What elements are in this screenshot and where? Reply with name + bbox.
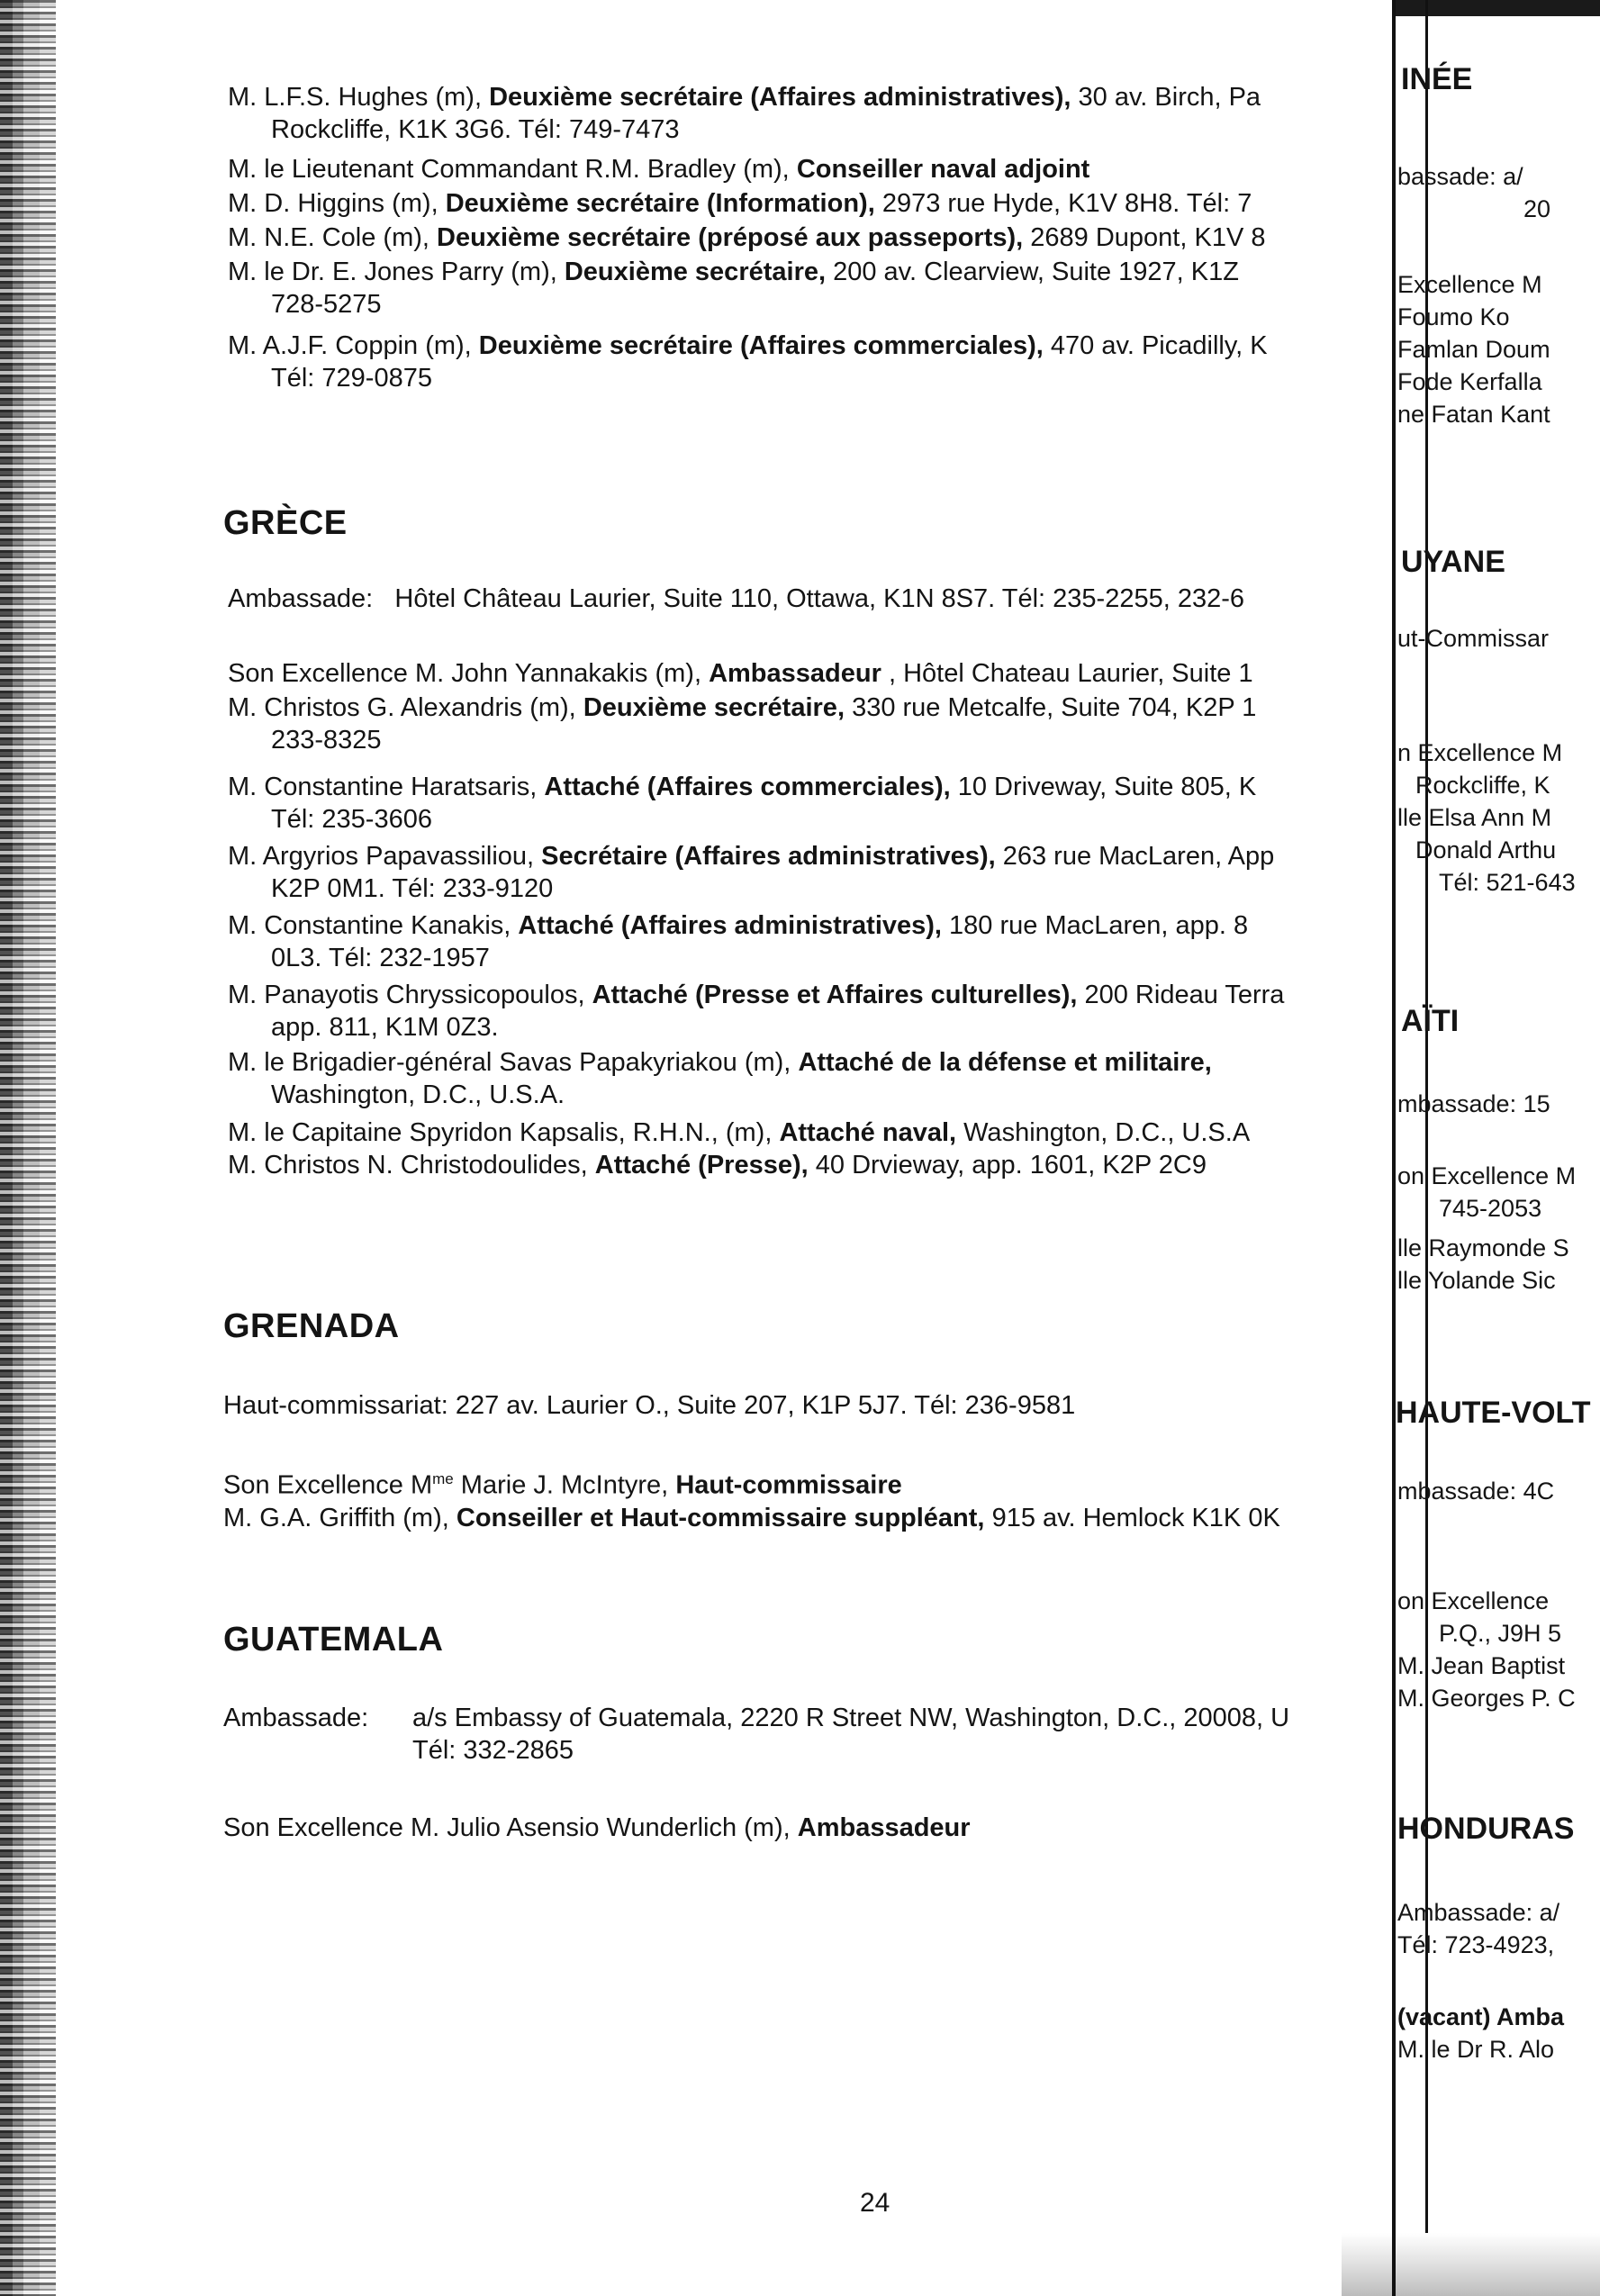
guatemala-address-label: Ambassade: bbox=[223, 1704, 369, 1732]
directory-entry bbox=[228, 1046, 1212, 1111]
entry-name: Son Excellence M. Julio Asensio Wunderlich (m), bbox=[223, 1813, 791, 1842]
entry-title: Deuxième secrétaire (Information), bbox=[445, 189, 875, 218]
fragment-text: bassade: a/ bbox=[1397, 163, 1523, 190]
entry-address: Washington, D.C., U.S.A bbox=[963, 1118, 1251, 1147]
entry-address: 200 av. Clearview, Suite 1927, K1Z bbox=[833, 258, 1239, 286]
grece-address bbox=[228, 583, 1244, 615]
entry-name-rest: Marie J. McIntyre, bbox=[453, 1470, 669, 1500]
entry-name: M. le Lieutenant Commandant R.M. Bradley (m), bbox=[228, 155, 790, 184]
entry-title: Attaché (Presse et Affaires culturelles), bbox=[592, 981, 1078, 1009]
entry-title: Deuxième secrétaire (Affaires commerciales), bbox=[478, 331, 1044, 360]
entry-address: 200 Rideau Terra bbox=[1084, 981, 1285, 1009]
entry-name: M. Constantine Kanakis, bbox=[228, 911, 511, 940]
fragment-text: 745-2053 bbox=[1439, 1195, 1542, 1222]
entry-continuation: Washington, D.C., U.S.A. bbox=[271, 1080, 565, 1109]
fragment-heading: INÉE bbox=[1401, 62, 1473, 96]
entry-title: Ambassadeur bbox=[797, 1813, 971, 1842]
entry-continuation: Rockcliffe, K1K 3G6. Tél: 749-7473 bbox=[271, 115, 680, 144]
entry-address: 10 Driveway, Suite 805, K bbox=[957, 773, 1257, 801]
entry-address: 180 rue MacLaren, app. 8 bbox=[949, 911, 1249, 940]
entry-continuation: Tél: 235-3606 bbox=[271, 805, 432, 834]
directory-entry bbox=[228, 330, 1268, 394]
fragment-text: (vacant) Amba bbox=[1397, 2003, 1565, 2030]
entry-continuation: Tél: 729-0875 bbox=[271, 364, 432, 393]
entry-continuation: K2P 0M1. Tél: 233-9120 bbox=[271, 874, 554, 903]
entry-continuation: app. 811, K1M 0Z3. bbox=[271, 1013, 499, 1042]
directory-entry bbox=[228, 153, 1089, 185]
entry-address: 330 rue Metcalfe, Suite 704, K2P 1 bbox=[852, 693, 1257, 722]
entry-continuation: 728-5275 bbox=[271, 290, 382, 319]
entry-address: 2689 Dupont, K1V 8 bbox=[1030, 223, 1266, 252]
entry-title: Attaché (Presse), bbox=[594, 1151, 809, 1180]
entry-name-sup: me bbox=[432, 1470, 454, 1487]
entry-title: Haut-commissaire bbox=[675, 1470, 902, 1500]
guatemala-address-phone: Tél: 332-2865 bbox=[412, 1736, 574, 1765]
directory-entry bbox=[228, 909, 1248, 974]
fragment-text: on Excellence M bbox=[1397, 1162, 1577, 1189]
grece-address-label: Ambassade: bbox=[228, 584, 374, 613]
entry-title: Secrétaire (Affaires administratives), bbox=[541, 842, 996, 871]
grenada-address: Haut-commissariat: 227 av. Laurier O., Suite 207, K1P 5J7. Tél: 236-9581 bbox=[223, 1391, 1076, 1420]
fragment-text: ne Fatan Kant bbox=[1397, 401, 1550, 428]
entry-name: M. le Brigadier-général Savas Papakyriakou (m), bbox=[228, 1048, 791, 1077]
entry-name: M. le Dr. E. Jones Parry (m), bbox=[228, 258, 557, 286]
entry-address: 263 rue MacLaren, App bbox=[1002, 842, 1275, 871]
fragment-text: Excellence M bbox=[1397, 271, 1542, 298]
entry-name: M. Constantine Haratsaris, bbox=[228, 773, 538, 801]
directory-entry bbox=[228, 657, 1253, 690]
adjacent-page-fragment bbox=[1396, 0, 1600, 2296]
entry-continuation: 0L3. Tél: 232-1957 bbox=[271, 944, 490, 972]
fragment-text: Foumo Ko bbox=[1397, 303, 1510, 330]
directory-entry bbox=[228, 256, 1239, 321]
entry-title: Attaché (Affaires administratives), bbox=[518, 911, 942, 940]
fragment-text: M. Georges P. C bbox=[1397, 1685, 1576, 1712]
directory-entry bbox=[228, 81, 1261, 146]
guatemala-address bbox=[223, 1702, 1289, 1767]
fragment-text: 20 bbox=[1523, 195, 1551, 222]
page-number: 24 bbox=[860, 2188, 890, 2218]
guatemala-entry-1 bbox=[223, 1812, 971, 1844]
fragment-text: n Excellence M bbox=[1397, 739, 1563, 766]
entry-name: M. G.A. Griffith (m), bbox=[223, 1504, 449, 1532]
directory-entry bbox=[228, 771, 1256, 836]
entry-title: Attaché de la défense et militaire, bbox=[798, 1048, 1212, 1077]
directory-entry bbox=[228, 1116, 1250, 1149]
entry-name: M. le Capitaine Spyridon Kapsalis, R.H.N., (m), bbox=[228, 1118, 773, 1147]
directory-entry bbox=[228, 840, 1274, 905]
entry-name: M. Panayotis Chryssicopoulos, bbox=[228, 981, 585, 1009]
fragment-text: M. Jean Baptist bbox=[1397, 1652, 1566, 1679]
guatemala-address-text: a/s Embassy of Guatemala, 2220 R Street NW, Washington, D.C., 20008, U bbox=[412, 1704, 1290, 1732]
fragment-text: M. le Dr R. Alo bbox=[1397, 2036, 1555, 2063]
fragment-text: Rockcliffe, K bbox=[1415, 772, 1550, 799]
entry-title: Attaché (Affaires commerciales), bbox=[544, 773, 951, 801]
fragment-text: lle Elsa Ann M bbox=[1397, 804, 1552, 831]
entry-address: 470 av. Picadilly, K bbox=[1050, 331, 1268, 360]
section-heading-grenada: GRENADA bbox=[223, 1307, 400, 1345]
entry-name: M. A.J.F. Coppin (m), bbox=[228, 331, 472, 360]
entry-name: M. Argyrios Papavassiliou, bbox=[228, 842, 535, 871]
directory-entry bbox=[228, 221, 1265, 254]
fragment-heading: HONDURAS bbox=[1397, 1812, 1575, 1846]
directory-entry bbox=[228, 187, 1252, 220]
entry-name: M. N.E. Cole (m), bbox=[228, 223, 429, 252]
directory-entry bbox=[228, 692, 1256, 756]
fragment-text: Tél: 521-643 bbox=[1439, 869, 1576, 896]
directory-entry bbox=[228, 979, 1284, 1044]
fragment-text: P.Q., J9H 5 bbox=[1439, 1620, 1562, 1647]
grenada-entry-1 bbox=[223, 1463, 902, 1502]
entry-name: Son Excellence M. John Yannakakis (m), bbox=[228, 659, 702, 688]
fragment-heading: AÏTI bbox=[1401, 1004, 1460, 1038]
fragment-text: on Excellence bbox=[1397, 1587, 1550, 1614]
grenada-entry-2 bbox=[223, 1502, 1280, 1534]
entry-address: 30 av. Birch, Pa bbox=[1078, 83, 1261, 112]
entry-name: M. L.F.S. Hughes (m), bbox=[228, 83, 483, 112]
entry-address: , Hôtel Chateau Laurier, Suite 1 bbox=[888, 659, 1253, 688]
fragment-text: Donald Arthu bbox=[1415, 836, 1557, 863]
entry-address: 40 Drvieway, app. 1601, K2P 2C9 bbox=[815, 1151, 1207, 1180]
fragment-text: mbassade: 4C bbox=[1397, 1478, 1555, 1505]
entry-name: M. Christos G. Alexandris (m), bbox=[228, 693, 576, 722]
fragment-text: Ambassade: a/ bbox=[1397, 1899, 1560, 1926]
fragment-text: Tél: 723-4923, bbox=[1397, 1931, 1555, 1958]
entry-title: Deuxième secrétaire, bbox=[564, 258, 827, 286]
entry-title: Ambassadeur bbox=[709, 659, 881, 688]
entry-name: Son Excellence M bbox=[223, 1470, 433, 1500]
entry-title: Attaché naval, bbox=[779, 1118, 957, 1147]
fragment-text: mbassade: 15 bbox=[1397, 1090, 1550, 1117]
entry-title: Conseiller naval adjoint bbox=[796, 155, 1090, 184]
entry-title: Deuxième secrétaire (préposé aux passeports), bbox=[437, 223, 1024, 252]
section-heading-grece: GRÈCE bbox=[223, 504, 348, 542]
section-heading-guatemala: GUATEMALA bbox=[223, 1621, 444, 1659]
fragment-text: Fode Kerfalla bbox=[1397, 368, 1542, 395]
entry-title: Deuxième secrétaire (Affaires administratives), bbox=[489, 83, 1071, 112]
fragment-text: ut-Commissar bbox=[1397, 625, 1550, 652]
entry-address: 2973 rue Hyde, K1V 8H8. Tél: 7 bbox=[881, 189, 1252, 218]
fragment-heading: HAUTE-VOLT bbox=[1396, 1396, 1591, 1430]
entry-title: Deuxième secrétaire, bbox=[583, 693, 845, 722]
directory-entry bbox=[228, 1149, 1207, 1181]
fragment-text: Famlan Doum bbox=[1397, 336, 1550, 363]
fragment-heading: UYANE bbox=[1401, 545, 1505, 579]
entry-name: M. D. Higgins (m), bbox=[228, 189, 438, 218]
fragment-text: lle Raymonde S bbox=[1397, 1234, 1569, 1261]
entry-name: M. Christos N. Christodoulides, bbox=[228, 1151, 588, 1180]
entry-title: Conseiller et Haut-commissaire suppléant, bbox=[456, 1504, 985, 1532]
entry-address: 915 av. Hemlock K1K 0K bbox=[991, 1504, 1280, 1532]
entry-continuation: 233-8325 bbox=[271, 726, 382, 755]
grece-address-text: Hôtel Château Laurier, Suite 110, Ottawa, K1N 8S7. Tél: 235-2255, 232-6 bbox=[394, 584, 1245, 613]
fragment-text: lle Yolande Sic bbox=[1397, 1267, 1556, 1294]
